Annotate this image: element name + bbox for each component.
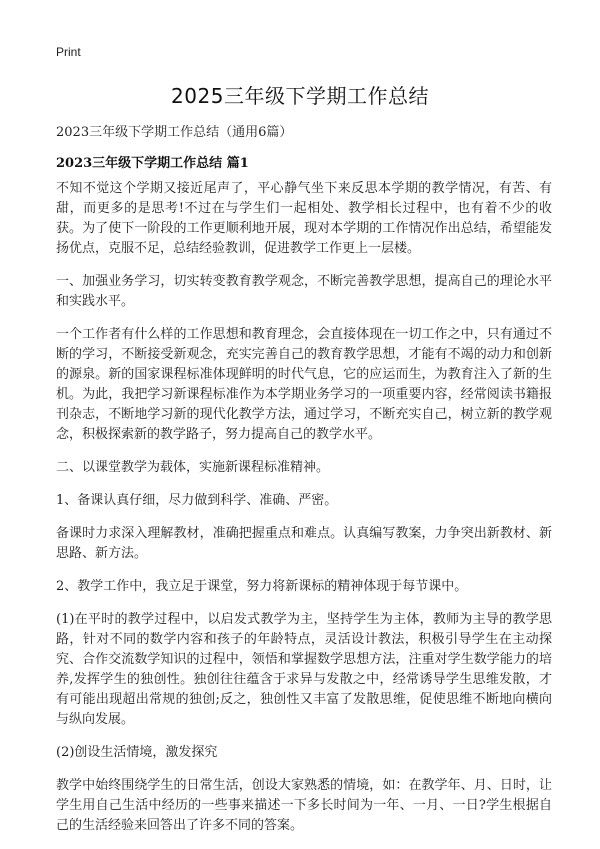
paragraph-classroom-focus: 2、教学工作中，我立足于课堂，努力将新课标的精神体现于每节课中。 — [56, 579, 468, 594]
print-label: Print — [56, 45, 81, 59]
paragraph-work-philosophy: 一个工作者有什么样的工作思想和教育理念，会直接体现在一切工作之中，只有通过不断的学习，不断接受新观念，充实完善自己的教育教学思想，才能有不竭的动力和创新的源泉。新的国家课程标准体现鲜明的时代气息，它的应运而生，为教育注入了新的生机。为此，我把学习新课程标准作为本学期业务学习的一项重要内容，经常阅读书籍报刊杂志，不断地学习新的现代化教学方法，通过学习，不断充实自己，树立新的教学观念，积极探索新的教学路子，努力提高自己的教学水平。 — [56, 327, 552, 442]
paragraph-heading-one: 一、加强业务学习，切实转变教育教学观念，不断完善教学思想，提高自己的理论水平和实践水平。 — [56, 274, 552, 309]
paragraph-lesson-prep-detail: 备课时力求深入理解教材，准确把握重点和难点。认真编写教案，力争突出新教材、新思路、新方法。 — [56, 526, 552, 561]
section-heading: 2023三年级下学期工作总结 篇1 — [56, 156, 249, 171]
document-title: 2025三年级下学期工作总结 — [171, 84, 429, 108]
paragraph-lesson-prep: 1、备课认真仔细，尽力做到科学、准确、严密。 — [56, 493, 338, 508]
paragraph-heading-two: 二、以课堂教学为载体，实施新课程标准精神。 — [56, 460, 330, 475]
document-body — [56, 179, 552, 849]
paragraph-life-context: (2)创设生活情境，激发探究 — [56, 745, 218, 760]
paragraph-daily-life: 教学中始终围绕学生的日常生活，创设大家熟悉的情境，如：在教学年、月、日时，让学生用自己生活中经历的一些事来描述一下多长时间为一年、一月、一日?学生根据自己的生活经验来回答出了许多不同的答案。 — [56, 778, 552, 833]
paragraph-intro: 不知不觉这个学期又接近尾声了，平心静气坐下来反思本学期的教学情况，有苦、有甜，而更多的是思考!不过在与学生们一起相处、教学相长过程中，也有着不少的收获。为了使下一阶段的工作更顺利地开展，现对本学期的工作情况作出总结，希望能发扬优点，克服不足，总结经验教训，促进教学工作更上一层楼。 — [56, 181, 552, 256]
paragraph-teaching-method: (1)在平时的教学过程中，以启发式教学为主，坚持学生为主体，教师为主导的教学思路，针对不同的数学内容和孩子的年龄特点，灵活设计教法，积极引导学生在主动探究、合作交流数学知识的过程中，领悟和掌握数学思想方法，注重对学生数学能力的培养,发挥学生的独创性。独创往往蕴含于求异与发散之中，经常诱导学生思维发散，才有可能出现超出常规的独创;反之，独创性又丰富了发散思维，促使思维不断地向横向与纵向发展。 — [56, 612, 552, 727]
document-subtitle: 2023三年级下学期工作总结（通用6篇） — [56, 125, 293, 140]
